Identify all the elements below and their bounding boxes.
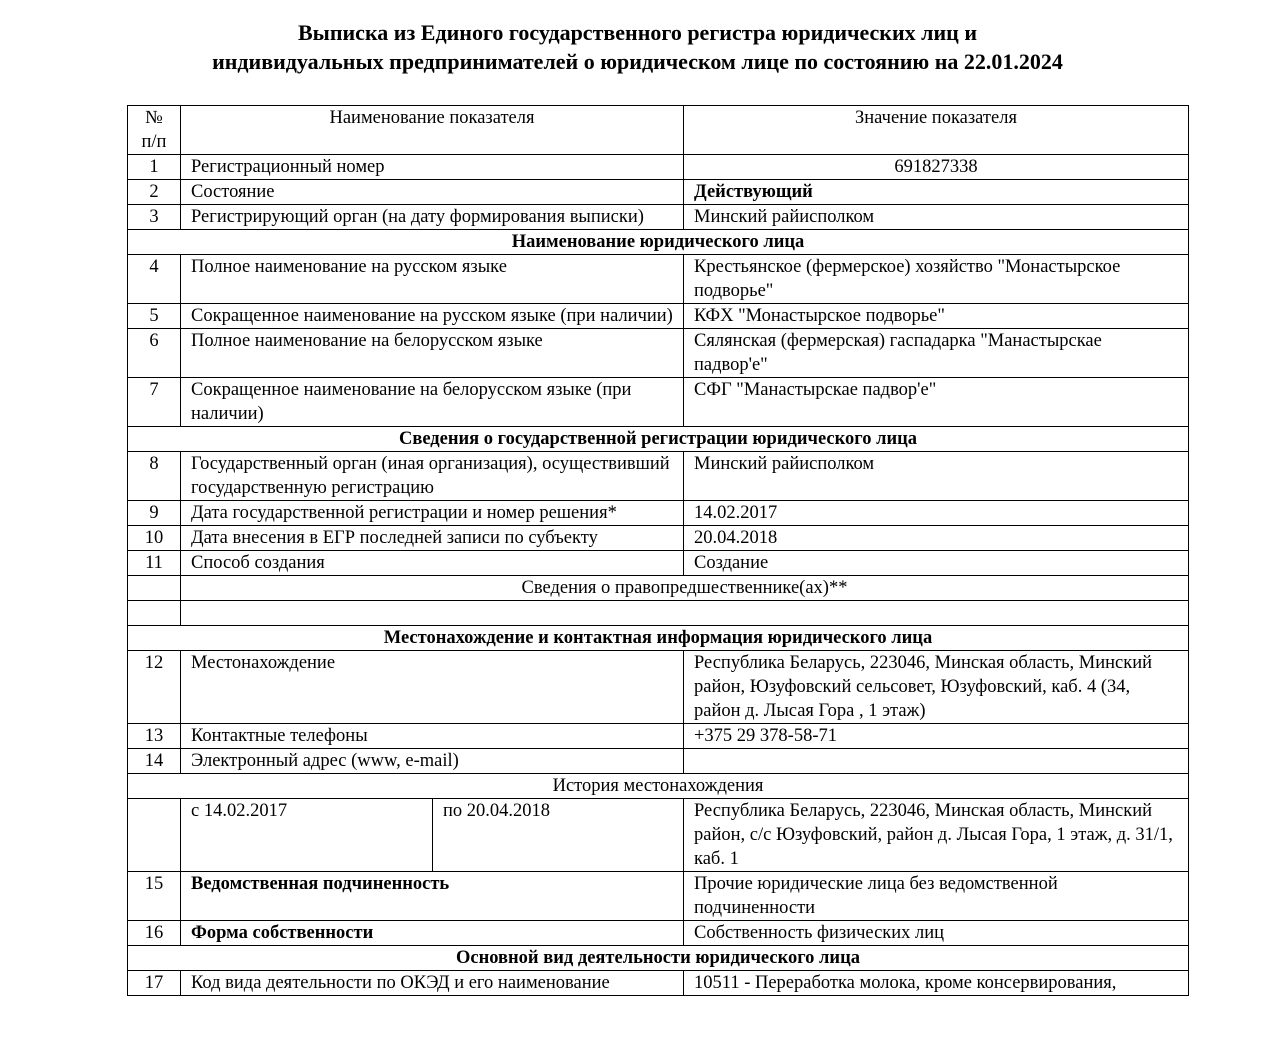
row-label: Сокращенное наименование на русском языке (при наличии) bbox=[181, 304, 684, 329]
location-history-row bbox=[128, 799, 1189, 872]
row-number: 6 bbox=[128, 329, 181, 378]
row-label: Полное наименование на русском языке bbox=[181, 255, 684, 304]
row-value: Сялянская (фермерская) гаспадарка "Манастырскае падвор'е" bbox=[684, 329, 1189, 378]
row-value: СФГ "Манастырскае падвор'е" bbox=[684, 378, 1189, 427]
section-activity: Основной вид деятельности юридического лица bbox=[128, 946, 1189, 971]
table-row bbox=[128, 378, 1189, 427]
row-number: 16 bbox=[128, 921, 181, 946]
row-value: Минский райисполком bbox=[684, 205, 1189, 230]
row-value: Минский райисполком bbox=[684, 452, 1189, 501]
row-value: 14.02.2017 bbox=[684, 501, 1189, 526]
row-label: Полное наименование на белорусском языке bbox=[181, 329, 684, 378]
history-from: с 14.02.2017 bbox=[181, 799, 433, 872]
table-row bbox=[128, 180, 1189, 205]
header-number: № п/п bbox=[128, 106, 181, 155]
row-label: Сокращенное наименование на белорусском языке (при наличии) bbox=[181, 378, 684, 427]
register-extract-table bbox=[127, 105, 1189, 996]
table-row bbox=[128, 872, 1189, 921]
row-label: Код вида деятельности по ОКЭД и его наименование bbox=[181, 971, 684, 996]
document-title bbox=[0, 18, 1275, 76]
section-name: Наименование юридического лица bbox=[128, 230, 1189, 255]
row-number: 9 bbox=[128, 501, 181, 526]
row-value: Прочие юридические лица без ведомственной подчиненности bbox=[684, 872, 1189, 921]
row-label: Контактные телефоны bbox=[181, 724, 684, 749]
row-number: 3 bbox=[128, 205, 181, 230]
row-label: Местонахождение bbox=[181, 651, 684, 724]
row-number-empty bbox=[128, 799, 181, 872]
table-row bbox=[128, 255, 1189, 304]
row-number: 2 bbox=[128, 180, 181, 205]
subsection-header-row bbox=[128, 774, 1189, 799]
section-location: Местонахождение и контактная информация юридического лица bbox=[128, 626, 1189, 651]
table-row bbox=[128, 526, 1189, 551]
header-indicator: Наименование показателя bbox=[181, 106, 684, 155]
table-row bbox=[128, 749, 1189, 774]
history-address: Республика Беларусь, 223046, Минская область, Минский район, с/с Юзуфовский, район д. Лысая Гора, 1 этаж, д. 31/1, каб. 1 bbox=[684, 799, 1189, 872]
section-header-row bbox=[128, 230, 1189, 255]
row-label: Регистрационный номер bbox=[181, 155, 684, 180]
subsection-header-row bbox=[128, 576, 1189, 601]
table-row bbox=[128, 551, 1189, 576]
table-header-row bbox=[128, 106, 1189, 155]
row-number: 15 bbox=[128, 872, 181, 921]
row-number: 8 bbox=[128, 452, 181, 501]
row-value: Действующий bbox=[684, 180, 1189, 205]
table-row bbox=[128, 724, 1189, 749]
table-row bbox=[128, 452, 1189, 501]
row-label: Регистрирующий орган (на дату формирования выписки) bbox=[181, 205, 684, 230]
row-label: Электронный адрес (www, e-mail) bbox=[181, 749, 684, 774]
row-number: 7 bbox=[128, 378, 181, 427]
row-label: Состояние bbox=[181, 180, 684, 205]
section-location-history: История местонахождения bbox=[128, 774, 1189, 799]
section-predecessor: Сведения о правопредшественнике(ах)** bbox=[181, 576, 1189, 601]
table-row bbox=[128, 501, 1189, 526]
row-value: Республика Беларусь, 223046, Минская область, Минский район, Юзуфовский сельсовет, Юзуфовский, каб. 4 (34, район д. Лысая Гора , 1 этаж) bbox=[684, 651, 1189, 724]
row-number: 13 bbox=[128, 724, 181, 749]
row-value: 20.04.2018 bbox=[684, 526, 1189, 551]
table-row bbox=[128, 329, 1189, 378]
row-value: 691827338 bbox=[684, 155, 1189, 180]
row-number: 17 bbox=[128, 971, 181, 996]
row-value: Собственность физических лиц bbox=[684, 921, 1189, 946]
row-value bbox=[684, 749, 1189, 774]
row-number: 10 bbox=[128, 526, 181, 551]
table-row bbox=[128, 304, 1189, 329]
row-value: +375 29 378-58-71 bbox=[684, 724, 1189, 749]
title-line-1: Выписка из Единого государственного регистра юридических лиц и bbox=[297, 20, 978, 45]
title-line-2: индивидуальных предпринимателей о юридическом лице по состоянию на 22.01.2024 bbox=[212, 49, 1063, 74]
table-row-empty bbox=[128, 601, 1189, 626]
row-label: Дата внесения в ЕГР последней записи по субъекту bbox=[181, 526, 684, 551]
row-value: Создание bbox=[684, 551, 1189, 576]
section-registration: Сведения о государственной регистрации юридического лица bbox=[128, 427, 1189, 452]
table-row bbox=[128, 205, 1189, 230]
row-number: 14 bbox=[128, 749, 181, 774]
row-label: Ведомственная подчиненность bbox=[181, 872, 684, 921]
table-row bbox=[128, 155, 1189, 180]
table-row bbox=[128, 651, 1189, 724]
row-value-empty bbox=[181, 601, 1189, 626]
history-to: по 20.04.2018 bbox=[433, 799, 684, 872]
section-header-row bbox=[128, 427, 1189, 452]
row-value: 10511 - Переработка молока, кроме консервирования, bbox=[684, 971, 1189, 996]
row-label: Форма собственности bbox=[181, 921, 684, 946]
row-label: Способ создания bbox=[181, 551, 684, 576]
row-number-empty bbox=[128, 576, 181, 601]
row-label: Дата государственной регистрации и номер решения* bbox=[181, 501, 684, 526]
table-row bbox=[128, 921, 1189, 946]
row-number: 1 bbox=[128, 155, 181, 180]
row-number: 5 bbox=[128, 304, 181, 329]
table-row bbox=[128, 971, 1189, 996]
row-value: Крестьянское (фермерское) хозяйство "Монастырское подворье" bbox=[684, 255, 1189, 304]
section-header-row bbox=[128, 946, 1189, 971]
row-number: 12 bbox=[128, 651, 181, 724]
row-label: Государственный орган (иная организация), осуществивший государственную регистрацию bbox=[181, 452, 684, 501]
header-value: Значение показателя bbox=[684, 106, 1189, 155]
row-number-empty bbox=[128, 601, 181, 626]
row-number: 4 bbox=[128, 255, 181, 304]
row-value: КФХ "Монастырское подворье" bbox=[684, 304, 1189, 329]
section-header-row bbox=[128, 626, 1189, 651]
row-number: 11 bbox=[128, 551, 181, 576]
